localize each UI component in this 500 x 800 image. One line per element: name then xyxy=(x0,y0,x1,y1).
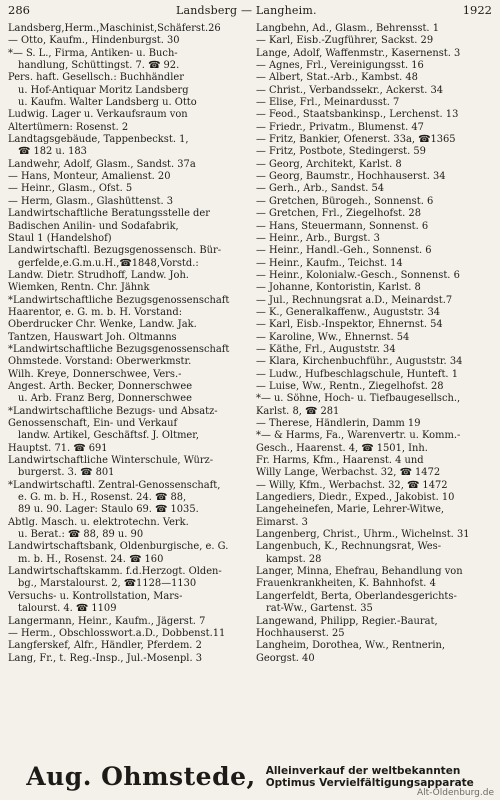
directory-entry-line: — Fritz, Postbote, Stedingerst. 59 xyxy=(256,146,426,158)
directory-entry-line: landw. Artikel, Geschäftsf. J. Oltmer, xyxy=(18,430,200,442)
directory-entry-line: Karlst. 8, ☎ 281 xyxy=(256,405,340,417)
directory-entry-line: — Friedr., Privatm., Blumenst. 47 xyxy=(256,121,424,133)
directory-entry-line: *— & Harms, Fa., Warenvertr. u. Komm.- xyxy=(256,430,461,442)
directory-entry-line: gerfelde,e.G.m.u.H.,☎1848,Vorstd.: xyxy=(18,257,199,269)
directory-entry-line: Genossenschaft, Ein- und Verkauf xyxy=(8,418,178,429)
directory-entry-line: rat-Ww., Gartenst. 35 xyxy=(266,603,373,615)
page-title: Landsberg — Langheim. xyxy=(175,4,317,17)
directory-entry-line: Landwirtschaftliche Beratungsstelle der xyxy=(8,208,210,220)
directory-entry-line: Frauenkrankheiten, K. Bahnhofst. 4 xyxy=(256,578,436,590)
directory-entry-line: Versuchs- u. Kontrollstation, Mars- xyxy=(8,590,183,602)
directory-entry-line: — Georg, Baumstr., Hochhauserst. 34 xyxy=(256,171,446,183)
directory-entry-line: Pers. haft. Gesellsch.: Buchhändler xyxy=(8,72,184,84)
directory-entry-line: *— S. L., Firma, Antiken- u. Buch- xyxy=(8,47,178,59)
directory-entry-line: — Otto, Kaufm., Hindenburgst. 30 xyxy=(8,35,180,47)
advertiser-name: Aug. Ohmstede, xyxy=(26,762,256,791)
directory-entry-line: Oberdrucker Chr. Wenke, Landw. Jak. xyxy=(8,319,197,331)
directory-entry-line: — Herm, Glasm., Glashüttenst. 3 xyxy=(8,195,174,207)
directory-entry-line: — Johanne, Kontoristin, Karlst. 8 xyxy=(256,282,421,294)
directory-entry-line: — Gretchen, Frl., Ziegelhofst. 28 xyxy=(256,208,421,220)
directory-entry-line: Lang, Fr., t. Reg.-Insp., Jul.-Mosenpl. 3 xyxy=(8,652,203,664)
slogan-line-2: Optimus Vervielfältigungsapparate xyxy=(265,776,474,789)
directory-entry-line: — Heinr., Kolonialw.-Gesch., Sonnenst. 6 xyxy=(256,269,460,281)
directory-entry-line: e. G. m. b. H., Rosenst. 24. ☎ 88, xyxy=(18,492,187,504)
directory-entry-line: — Heinr., Kaufm., Teichst. 14 xyxy=(256,257,403,269)
directory-entry-line: ☎ 182 u. 183 xyxy=(18,146,87,158)
directory-entry-line: Langeheinefen, Marie, Lehrer-Witwe, xyxy=(256,504,445,516)
directory-entry-line: Tantzen, Hauswart Joh. Oltmanns xyxy=(8,331,177,343)
directory-entry-line: — Heinr., Handl.-Geh., Sonnenst. 6 xyxy=(256,245,432,257)
advertisement-slogan xyxy=(266,765,474,789)
directory-entry-line: Gesch., Haarenst. 4, ☎ 1501, Inh. xyxy=(256,442,428,454)
right-column xyxy=(256,23,492,665)
page-year: 1922 xyxy=(462,3,492,17)
directory-entry-line: Landsberg,Herm.,Maschinist,Schäferst.26 xyxy=(8,23,221,34)
directory-entry-line: Langermann, Heinr., Kaufm., Jägerst. 7 xyxy=(8,615,206,627)
directory-entry-line: — Agnes, Frl., Vereinigungsst. 16 xyxy=(256,60,424,72)
directory-entry-line: u. Hof-Antiquar Moritz Landsberg xyxy=(18,84,189,96)
directory-entry-line: — Heinr., Arb., Burgst. 3 xyxy=(256,232,380,244)
directory-entry-line: Staul 1 (Handelshof) xyxy=(8,232,112,244)
page-number: 286 xyxy=(8,3,30,17)
directory-entry-line: — Georg, Architekt, Karlst. 8 xyxy=(256,158,402,170)
directory-entry-line: Ohmstede. Vorstand: Oberwerkmstr. xyxy=(8,356,192,368)
directory-entry-line: — Willy, Kfm., Werbachst. 32, ☎ 1472 xyxy=(256,479,448,491)
page-header xyxy=(8,3,492,21)
directory-entry-line: — Fritz, Bankier, Ofenerst. 33a, ☎1365 xyxy=(256,134,456,146)
directory-entry-line: Langediers, Diedr., Exped., Jakobist. 10 xyxy=(256,492,455,504)
directory-entry-line: — Hans, Monteur, Amalienst. 20 xyxy=(8,171,171,183)
directory-entry-line: Altertümern: Rosenst. 2 xyxy=(8,121,129,133)
directory-entry-line: Landwirtschaftsbank, Oldenburgische, e. G. xyxy=(8,541,229,553)
directory-entry-line: u. Berat.: ☎ 88, 89 u. 90 xyxy=(18,529,144,541)
directory-entry-line: handlung, Schüttingst. 7. ☎ 92. xyxy=(18,60,180,72)
directory-entry-line: Willy Lange, Werbachst. 32, ☎ 1472 xyxy=(256,467,441,479)
directory-entry-line: Angest. Arth. Becker, Donnerschwee xyxy=(8,380,193,392)
directory-entry-line: — Karl, Eisb.-Zugführer, Sackst. 29 xyxy=(256,35,434,47)
directory-entry-line: — Gretchen, Bürogeh., Sonnenst. 6 xyxy=(256,195,434,207)
directory-entry-line: kampst. 28 xyxy=(266,553,322,565)
directory-entry-line: — Käthe, Frl., Auguststr. 34 xyxy=(256,343,396,355)
directory-entry-line: 89 u. 90. Lager: Staulo 69. ☎ 1035. xyxy=(18,504,199,516)
directory-entry-line: Landwehr, Adolf, Glasm., Sandst. 37a xyxy=(8,158,196,170)
directory-entry-line: — Jul., Rechnungsrat a.D., Meinardst.7 xyxy=(256,294,453,306)
directory-entry-line: Hochhauserst. 25 xyxy=(256,627,345,639)
directory-entry-line: *Landwirtschaftliche Bezugs- und Absatz- xyxy=(8,405,218,417)
directory-entry-line: Landw. Dietr. Strudhoff, Landw. Joh. xyxy=(8,269,189,281)
directory-entry-line: u. Kaufm. Walter Landsberg u. Otto xyxy=(18,97,197,109)
directory-entry-line: Langenbuch, K., Rechnungsrat, Wes- xyxy=(256,541,442,553)
directory-entry-line: talourst. 4. ☎ 1109 xyxy=(18,603,117,615)
directory-entry-line: Badischen Anilin- und Sodafabrik, xyxy=(8,220,179,232)
directory-entry-line: Landtagsgebäude, Tappenbeckst. 1, xyxy=(8,134,189,146)
directory-entry-line: — Heinr., Glasm., Ofst. 5 xyxy=(8,183,133,195)
directory-entry-line: u. Arb. Franz Berg, Donnerschwee xyxy=(18,393,192,405)
directory-entry-line: Georgst. 40 xyxy=(256,652,315,664)
directory-entry-line: Wiemken, Rentn. Chr. Jähnk xyxy=(8,282,150,294)
directory-entry-line: — Christ., Verbandssekr., Ackerst. 34 xyxy=(256,84,444,96)
directory-entry-line: Langewand, Philipp, Regier.-Baurat, xyxy=(256,615,438,627)
directory-entry-line: Wilh. Kreye, Donnerschwee, Vers.- xyxy=(8,368,182,380)
directory-entry-line: Abtlg. Masch. u. elektrotechn. Verk. xyxy=(8,516,189,528)
directory-entry-line: — Elise, Frl., Meinardusst. 7 xyxy=(256,97,400,109)
directory-entry-line: Haarentor, e. G. m. b. H. Vorstand: xyxy=(8,306,183,318)
directory-entry-line: — Herm., Obschlosswort.a.D., Dobbenst.11 xyxy=(8,627,226,639)
directory-entry-line: Langerfeldt, Berta, Oberlandesgerichts- xyxy=(256,590,457,602)
directory-entry-line: Langbehn, Ad., Glasm., Behrensst. 1 xyxy=(256,23,439,34)
directory-entry-line: Landwirtschaftliche Winterschule, Würz- xyxy=(8,455,214,467)
directory-entry-line: Langferskef, Alfr., Händler, Pferdem. 2 xyxy=(8,640,202,652)
directory-entry-line: Lange, Adolf, Waffenmstr., Kasernenst. 3 xyxy=(256,47,461,59)
directory-entry-line: — Ludw., Hufbeschlagschule, Hunteft. 1 xyxy=(256,368,458,380)
directory-entry-line: — Hans, Steuermann, Sonnenst. 6 xyxy=(256,220,429,232)
source-watermark: Alt-Oldenburg.de xyxy=(416,788,494,798)
directory-entry-line: — Karl, Eisb.-Inspektor, Ehnernst. 54 xyxy=(256,319,443,331)
directory-entry-line: Langer, Minna, Ehefrau, Behandlung von xyxy=(256,566,463,578)
slogan-line-1: Alleinverkauf der weltbekannten xyxy=(265,764,461,777)
directory-entry-line: — Klara, Kirchenbuchführ., Auguststr. 34 xyxy=(256,356,463,368)
directory-entry-line: Landwirtschaftl. Bezugsgenossensch. Bür- xyxy=(8,245,222,257)
directory-columns xyxy=(8,23,492,665)
directory-entry-line: Landwirtschaftskamm. f.d.Herzogt. Olden- xyxy=(8,566,222,578)
directory-entry-line: — Karoline, Ww., Ehnernst. 54 xyxy=(256,331,410,343)
left-column xyxy=(8,23,246,665)
directory-entry-line: — Feod., Staatsbankinsp., Lerchenst. 13 xyxy=(256,109,459,121)
directory-entry-line: Ludwig. Lager u. Verkaufsraum von xyxy=(8,109,188,121)
directory-entry-line: m. b. H., Rosenst. 24. ☎ 160 xyxy=(18,553,164,565)
directory-entry-line: — Albert, Stat.-Arb., Kambst. 48 xyxy=(256,72,418,84)
directory-entry-line: — Therese, Händlerin, Damm 19 xyxy=(256,418,421,429)
directory-entry-line: bg., Marstalourst. 2, ☎1128—1130 xyxy=(18,578,197,590)
directory-entry-line: Fr. Harms, Kfm., Haarenst. 4 und xyxy=(256,455,424,467)
directory-entry-line: Eimarst. 3 xyxy=(256,516,308,528)
directory-entry-line: *Landwirtschaftl. Zentral-Genossenschaft, xyxy=(8,479,221,491)
directory-entry-line: Langenberg, Christ., Uhrm., Wichelnst. 31 xyxy=(256,529,470,541)
advertisement-banner xyxy=(8,762,492,791)
directory-entry-line: *— u. Söhne, Hoch- u. Tiefbaugesellsch., xyxy=(256,393,461,405)
directory-entry-line: *Landwirtschaftliche Bezugsgenossenschaft xyxy=(8,294,230,306)
directory-entry-line: — K., Generalkaffenw., Auguststr. 34 xyxy=(256,306,441,318)
directory-entry-line: *Landwirtschaftliche Bezugsgenossenschaft xyxy=(8,343,230,355)
directory-entry-line: Langheim, Dorothea, Ww., Rentnerin, xyxy=(256,640,446,652)
directory-entry-line: — Luise, Ww., Rentn., Ziegelhofst. 28 xyxy=(256,380,444,392)
directory-entry-line: Hauptst. 71. ☎ 691 xyxy=(8,442,108,454)
directory-entry-line: — Gerh., Arb., Sandst. 54 xyxy=(256,183,385,195)
directory-entry-line: burgerst. 3. ☎ 801 xyxy=(18,467,115,479)
